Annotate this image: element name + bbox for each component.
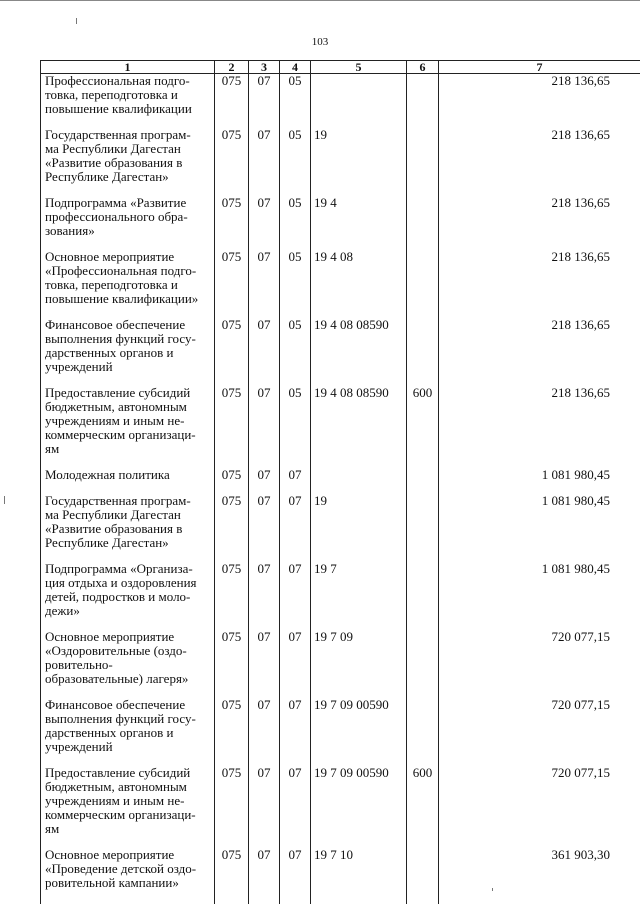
budget-table <box>40 60 640 904</box>
section-code: 07 <box>249 318 280 386</box>
target-article-code: 19 7 09 <box>311 630 407 698</box>
row-name-line: «Оздоровительные (оздо- <box>45 643 187 658</box>
amount: 720 077,15 <box>439 630 640 698</box>
row-name <box>41 386 215 468</box>
expense-type-code <box>407 848 439 904</box>
row-name-line: Основное мероприятие <box>45 629 175 644</box>
row-name <box>41 494 215 562</box>
row-name-line: выполнения функций госу- <box>45 711 196 726</box>
target-article-code: 19 <box>311 494 407 562</box>
row-name-line: Основное мероприятие <box>45 847 175 862</box>
amount: 1 081 980,45 <box>439 494 640 562</box>
expense-type-code <box>407 468 439 494</box>
expense-type-code: 600 <box>407 766 439 848</box>
column-header: 6 <box>407 61 439 74</box>
amount: 720 077,15 <box>439 698 640 766</box>
ministry-code: 075 <box>215 848 249 904</box>
row-name-line: учреждений <box>45 359 113 374</box>
table-row <box>41 494 640 562</box>
amount: 218 136,65 <box>439 128 640 196</box>
row-name <box>41 468 215 494</box>
row-name-line: бюджетным, автономным <box>45 779 187 794</box>
table-row <box>41 128 640 196</box>
row-name-line: товка, переподготовка и <box>45 277 178 292</box>
row-name-line: дарственных органов и <box>45 345 174 360</box>
row-name-line: «Развитие образования в <box>45 155 183 170</box>
subsection-code: 07 <box>280 848 311 904</box>
column-header: 7 <box>439 61 640 74</box>
expense-type-code <box>407 698 439 766</box>
ministry-code: 075 <box>215 630 249 698</box>
table-row <box>41 766 640 848</box>
target-article-code: 19 4 08 08590 <box>311 318 407 386</box>
column-header: 2 <box>215 61 249 74</box>
target-article-code: 19 4 08 <box>311 250 407 318</box>
subsection-code: 07 <box>280 766 311 848</box>
row-name <box>41 318 215 386</box>
row-name <box>41 128 215 196</box>
expense-type-code <box>407 318 439 386</box>
row-name <box>41 698 215 766</box>
row-name <box>41 196 215 250</box>
row-name-line: зования» <box>45 223 95 238</box>
ministry-code: 075 <box>215 494 249 562</box>
section-code: 07 <box>249 386 280 468</box>
subsection-code: 07 <box>280 562 311 630</box>
row-name-line: коммерческим организаци- <box>45 427 196 442</box>
amount: 218 136,65 <box>439 318 640 386</box>
amount: 1 081 980,45 <box>439 562 640 630</box>
subsection-code: 07 <box>280 494 311 562</box>
row-name-line: Предоставление субсидий <box>45 385 191 400</box>
row-name <box>41 74 215 129</box>
ministry-code: 075 <box>215 698 249 766</box>
section-code: 07 <box>249 848 280 904</box>
row-name-line: ма Республики Дагестан <box>45 141 181 156</box>
target-article-code: 19 7 <box>311 562 407 630</box>
row-name <box>41 562 215 630</box>
row-name-line: Республике Дагестан» <box>45 535 169 550</box>
row-name <box>41 766 215 848</box>
page-number: 103 <box>311 36 329 48</box>
column-header: 4 <box>280 61 311 74</box>
ministry-code: 075 <box>215 318 249 386</box>
table-row <box>41 318 640 386</box>
row-name-line: Молодежная политика <box>45 467 170 482</box>
subsection-code: 05 <box>280 74 311 129</box>
row-name-line: повышение квалификации <box>45 101 192 116</box>
section-code: 07 <box>249 74 280 129</box>
target-article-code: 19 7 09 00590 <box>311 698 407 766</box>
ministry-code: 075 <box>215 128 249 196</box>
row-name-line: ровительной кампании» <box>45 875 179 890</box>
row-name-line: выполнения функций госу- <box>45 331 196 346</box>
table-row <box>41 698 640 766</box>
expense-type-code <box>407 128 439 196</box>
row-name-line: «Проведение детской оздо- <box>45 861 197 876</box>
row-name-line: ровительно- <box>45 657 113 672</box>
row-name <box>41 250 215 318</box>
table-row <box>41 250 640 318</box>
row-name-line: Подпрограмма «Организа- <box>45 561 193 576</box>
subsection-code: 07 <box>280 468 311 494</box>
row-name-line: ям <box>45 821 60 836</box>
amount: 720 077,15 <box>439 766 640 848</box>
row-name <box>41 848 215 904</box>
subsection-code: 05 <box>280 386 311 468</box>
ministry-code: 075 <box>215 196 249 250</box>
row-name-line: Основное мероприятие <box>45 249 175 264</box>
section-code: 07 <box>249 630 280 698</box>
target-article-code <box>311 468 407 494</box>
row-name-line: «Развитие образования в <box>45 521 183 536</box>
target-article-code <box>311 74 407 129</box>
row-name-line: ям <box>45 441 60 456</box>
expense-type-code: 600 <box>407 386 439 468</box>
row-name-line: дежи» <box>45 603 80 618</box>
subsection-code: 07 <box>280 698 311 766</box>
section-code: 07 <box>249 468 280 494</box>
subsection-code: 05 <box>280 196 311 250</box>
subsection-code: 05 <box>280 318 311 386</box>
expense-type-code <box>407 630 439 698</box>
ministry-code: 075 <box>215 250 249 318</box>
row-name-line: ция отдыха и оздоровления <box>45 575 197 590</box>
column-header: 3 <box>249 61 280 74</box>
section-code: 07 <box>249 698 280 766</box>
ministry-code: 075 <box>215 562 249 630</box>
amount: 218 136,65 <box>439 196 640 250</box>
table-row <box>41 468 640 494</box>
ministry-code: 075 <box>215 386 249 468</box>
scan-mark <box>76 18 77 24</box>
subsection-code: 07 <box>280 630 311 698</box>
row-name-line: Профессиональная подго- <box>45 73 190 88</box>
row-name-line: учреждений <box>45 739 113 754</box>
row-name-line: ма Республики Дагестан <box>45 507 181 522</box>
target-article-code: 19 4 08 08590 <box>311 386 407 468</box>
table-header-row <box>41 61 640 74</box>
row-name-line: Предоставление субсидий <box>45 765 191 780</box>
scan-mark <box>4 496 5 504</box>
row-name-line: «Профессиональная подго- <box>45 263 197 278</box>
section-code: 07 <box>249 494 280 562</box>
row-name-line: дарственных органов и <box>45 725 174 740</box>
table-row <box>41 386 640 468</box>
target-article-code: 19 <box>311 128 407 196</box>
row-name-line: учреждениям и иным не- <box>45 413 185 428</box>
expense-type-code <box>407 74 439 129</box>
table-body <box>41 74 640 905</box>
amount: 218 136,65 <box>439 250 640 318</box>
expense-type-code <box>407 250 439 318</box>
table-row <box>41 74 640 129</box>
section-code: 07 <box>249 196 280 250</box>
target-article-code: 19 4 <box>311 196 407 250</box>
section-code: 07 <box>249 250 280 318</box>
table-row <box>41 196 640 250</box>
section-code: 07 <box>249 562 280 630</box>
row-name-line: профессионального обра- <box>45 209 188 224</box>
expense-type-code <box>407 562 439 630</box>
row-name-line: Финансовое обеспечение <box>45 697 186 712</box>
subsection-code: 05 <box>280 250 311 318</box>
section-code: 07 <box>249 128 280 196</box>
ministry-code: 075 <box>215 766 249 848</box>
row-name-line: Государственная програм- <box>45 127 191 142</box>
row-name-line: Республике Дагестан» <box>45 169 169 184</box>
amount: 1 081 980,45 <box>439 468 640 494</box>
row-name-line: повышение квалификации» <box>45 291 199 306</box>
section-code: 07 <box>249 766 280 848</box>
row-name-line: коммерческим организаци- <box>45 807 196 822</box>
row-name-line: Подпрограмма «Развитие <box>45 195 187 210</box>
row-name-line: детей, подростков и моло- <box>45 589 191 604</box>
expense-type-code <box>407 494 439 562</box>
amount: 218 136,65 <box>439 386 640 468</box>
table-row <box>41 562 640 630</box>
table-row <box>41 630 640 698</box>
row-name-line: учреждениям и иным не- <box>45 793 185 808</box>
target-article-code: 19 7 09 00590 <box>311 766 407 848</box>
page-top-edge <box>0 0 640 1</box>
amount: 218 136,65 <box>439 74 640 129</box>
column-header: 1 <box>41 61 215 74</box>
row-name-line: Государственная програм- <box>45 493 191 508</box>
ministry-code: 075 <box>215 468 249 494</box>
row-name-line: Финансовое обеспечение <box>45 317 186 332</box>
subsection-code: 05 <box>280 128 311 196</box>
row-name-line: бюджетным, автономным <box>45 399 187 414</box>
expense-type-code <box>407 196 439 250</box>
row-name-line: товка, переподготовка и <box>45 87 178 102</box>
target-article-code: 19 7 10 <box>311 848 407 904</box>
row-name-line: образовательные) лагеря» <box>45 671 189 686</box>
ministry-code: 075 <box>215 74 249 129</box>
column-header: 5 <box>311 61 407 74</box>
row-name <box>41 630 215 698</box>
table-row <box>41 848 640 904</box>
amount: 361 903,30 <box>439 848 640 904</box>
